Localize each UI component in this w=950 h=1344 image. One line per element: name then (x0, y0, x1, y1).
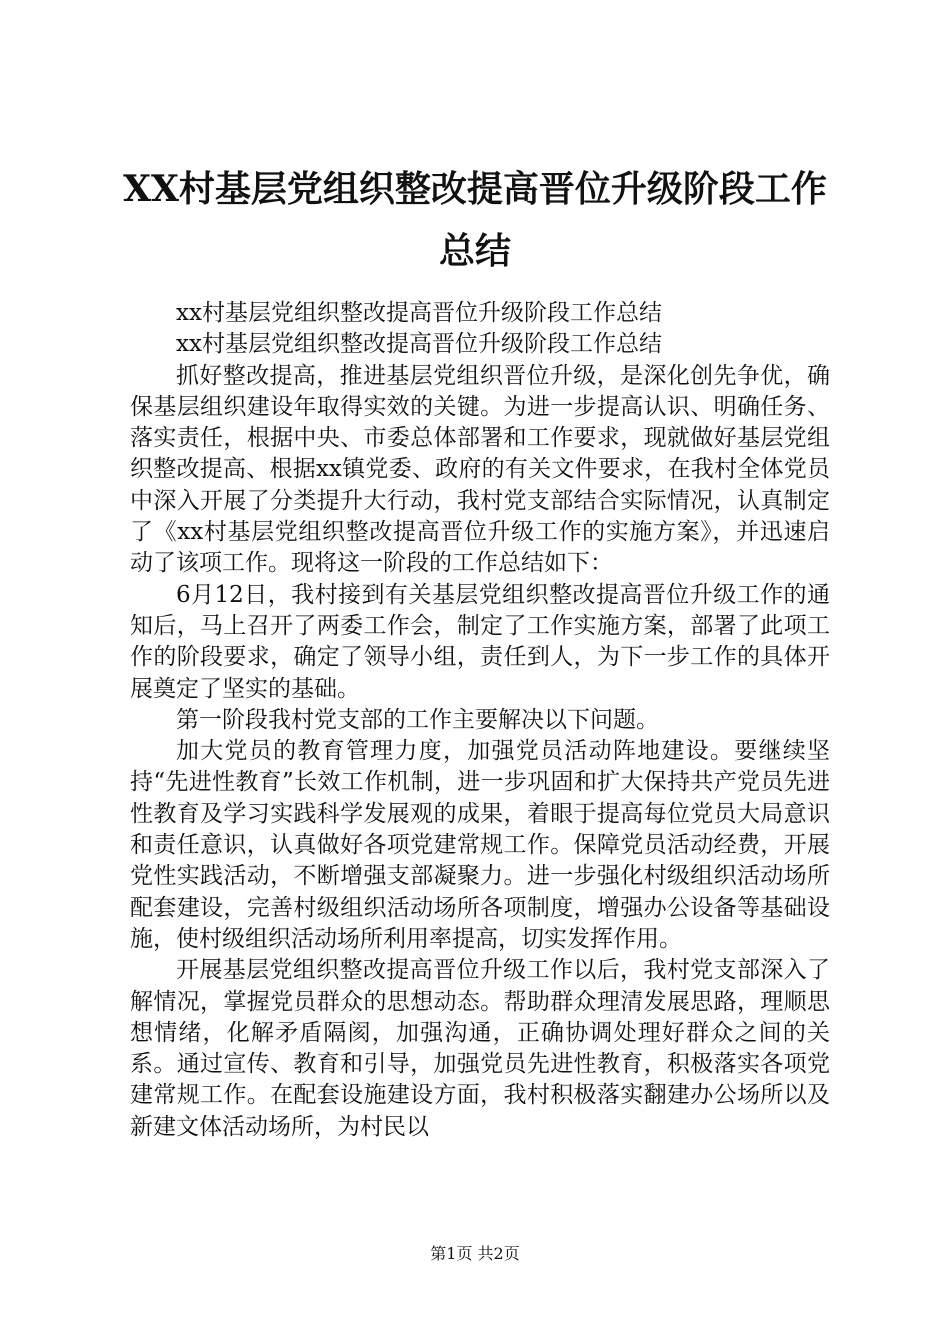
subtitle-paragraph: xx村基层党组织整改提高晋位升级阶段工作总结 (176, 331, 662, 358)
body-paragraph: 加大党员的教育管理力度，加强党员活动阵地建设。要继续坚持“先进性教育”长效工作机制，进一步巩固和扩大保持共产党员先进性教育及学习实践科学发展观的成果，着眼于提高每位党员大局意识和责任意识，认真做好各项党建常规工作。保障党员活动经费，开展党性实践活动，不断增强支部凝聚力。进一步强化村级组织活动场所配套建设，完善村级组织活动场所各项制度，增强办公设备等基础设施，使村级组织活动场所利用率提高，切实发挥作用。 (130, 738, 830, 952)
body-paragraph: 第一阶段我村党支部的工作主要解决以下问题。 (176, 706, 659, 733)
page-title-line-2: 总结 (438, 230, 511, 272)
body-paragraph: 6月12日，我村接到有关基层党组织整改提高晋位升级工作的通知后，马上召开了两委工作会，制定了工作实施方案，部署了此项工作的阶段要求，确定了领导小组，责任到人，为下一步工作的具体开展奠定了坚实的基础。 (130, 581, 830, 702)
body-paragraph: 开展基层党组织整改提高晋位升级工作以后，我村党支部深入了解情况，掌握党员群众的思想动态。帮助群众理清发展思路，理顺思想情绪，化解矛盾隔阂，加强沟通，正确协调处理好群众之间的关系。通过宣传、教育和引导，加强党员先进性教育，积极落实各项党建常规工作。在配套设施建设方面，我村积极落实翻建办公场所以及新建文体活动场所，为村民以 (130, 957, 830, 1140)
subtitle-paragraph: xx村基层党组织整改提高晋位升级阶段工作总结 (176, 300, 662, 326)
document-body (130, 298, 830, 1143)
page-title (100, 158, 850, 282)
page-title-line-1: XX村基层党组织整改提高晋位升级阶段工作 (123, 168, 827, 210)
body-paragraph: 抓好整改提高，推进基层党组织晋位升级，是深化创先争优，确保基层组织建设年取得实效的关键。为进一步提高认识、明确任务、落实责任，根据中央、市委总体部署和工作要求，现就做好基层党组织整改提高、根据xx镇党委、政府的有关文件要求，在我村全体党员中深入开展了分类提升大行动，我村党支部结合实际情况，认真制定了《xx村基层党组织整改提高晋位升级工作的实施方案》，并迅速启动了该项工作。现将这一阶段的工作总结如下： (130, 362, 830, 577)
page-footer: 第1页 共2页 (430, 1244, 520, 1263)
